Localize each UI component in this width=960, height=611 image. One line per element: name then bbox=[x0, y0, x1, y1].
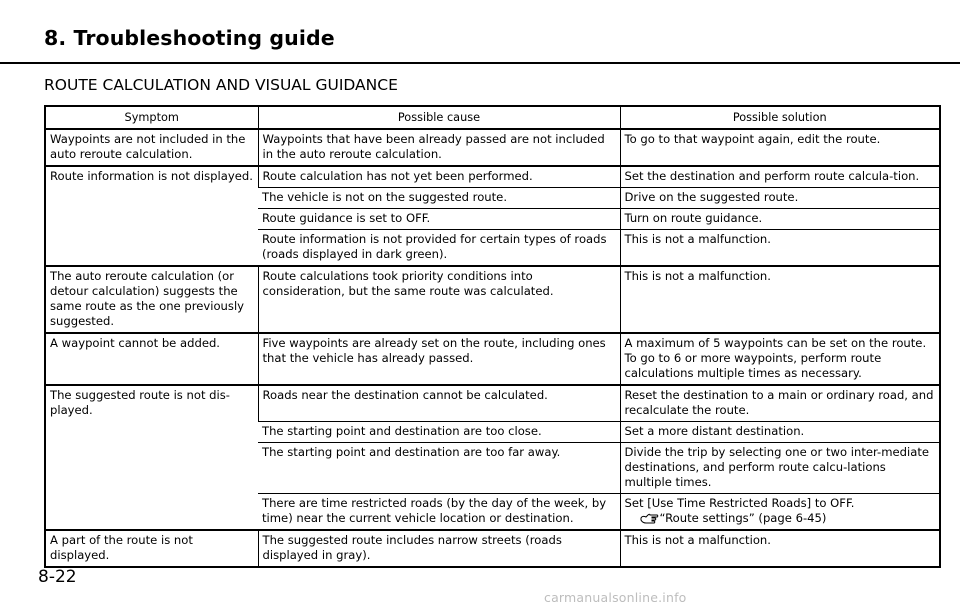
table-header-row bbox=[45, 106, 940, 129]
symptom-cell: The auto reroute calculation (or detour calculation) suggests the same route as the one previously suggested. bbox=[45, 266, 258, 333]
solution-cell: Turn on route guidance. bbox=[620, 209, 940, 230]
cause-cell: The starting point and destination are too far away. bbox=[258, 443, 620, 494]
symptom-cell: Route information is not displayed. bbox=[45, 166, 258, 266]
solution-cell bbox=[620, 494, 940, 531]
column-header-cause: Possible cause bbox=[258, 106, 620, 129]
cause-cell: There are time restricted roads (by the day of the week, by time) near the current vehicle location or destination. bbox=[258, 494, 620, 531]
cause-cell: Route calculations took priority conditions into consideration, but the same route was calculated. bbox=[258, 266, 620, 333]
pointing-hand-icon bbox=[640, 511, 660, 526]
solution-cell: Set a more distant destination. bbox=[620, 422, 940, 443]
symptom-cell: The suggested route is not dis-played. bbox=[45, 385, 258, 530]
cause-cell: Route guidance is set to OFF. bbox=[258, 209, 620, 230]
table-row bbox=[45, 530, 940, 567]
page-reference bbox=[625, 511, 936, 526]
column-header-solution: Possible solution bbox=[620, 106, 940, 129]
solution-cell: Drive on the suggested route. bbox=[620, 188, 940, 209]
reference-text: “Route settings” (page 6-45) bbox=[659, 511, 827, 525]
symptom-cell: Waypoints are not included in the auto reroute calculation. bbox=[45, 129, 258, 166]
cause-cell: Five waypoints are already set on the route, including ones that the vehicle has already passed. bbox=[258, 333, 620, 385]
cause-cell: Route calculation has not yet been performed. bbox=[258, 166, 620, 188]
solution-cell: This is not a malfunction. bbox=[620, 530, 940, 567]
table-row bbox=[45, 266, 940, 333]
table-row bbox=[45, 129, 940, 166]
symptom-cell: A part of the route is not displayed. bbox=[45, 530, 258, 567]
cause-cell: Waypoints that have been already passed are not included in the auto reroute calculation. bbox=[258, 129, 620, 166]
solution-cell: Divide the trip by selecting one or two inter-mediate destinations, and perform route calcu-lations multiple times. bbox=[620, 443, 940, 494]
page-number: 8-22 bbox=[38, 567, 77, 587]
solution-cell: This is not a malfunction. bbox=[620, 230, 940, 267]
cause-cell: The vehicle is not on the suggested route. bbox=[258, 188, 620, 209]
solution-text: Set [Use Time Restricted Roads] to OFF. bbox=[624, 496, 855, 510]
solution-cell: Set the destination and perform route calcula-tion. bbox=[620, 166, 940, 188]
header-rule bbox=[0, 62, 960, 64]
solution-cell: To go to that waypoint again, edit the route. bbox=[620, 129, 940, 166]
solution-cell: This is not a malfunction. bbox=[620, 266, 940, 333]
symptom-cell: A waypoint cannot be added. bbox=[45, 333, 258, 385]
column-header-symptom: Symptom bbox=[45, 106, 258, 129]
cause-cell: Route information is not provided for certain types of roads (roads displayed in dark green). bbox=[258, 230, 620, 267]
solution-cell: A maximum of 5 waypoints can be set on the route. To go to 6 or more waypoints, perform route calculations multiple times as necessary. bbox=[620, 333, 940, 385]
table-row bbox=[45, 166, 940, 188]
troubleshooting-table bbox=[44, 105, 941, 568]
table-row bbox=[45, 333, 940, 385]
section-title: ROUTE CALCULATION AND VISUAL GUIDANCE bbox=[44, 76, 398, 94]
cause-cell: Roads near the destination cannot be calculated. bbox=[258, 385, 620, 422]
watermark: carmanualsonline.info bbox=[544, 590, 687, 605]
table-row bbox=[45, 385, 940, 422]
cause-cell: The starting point and destination are too close. bbox=[258, 422, 620, 443]
chapter-title: 8. Troubleshooting guide bbox=[44, 26, 335, 50]
solution-cell: Reset the destination to a main or ordinary road, and recalculate the route. bbox=[620, 385, 940, 422]
cause-cell: The suggested route includes narrow streets (roads displayed in gray). bbox=[258, 530, 620, 567]
